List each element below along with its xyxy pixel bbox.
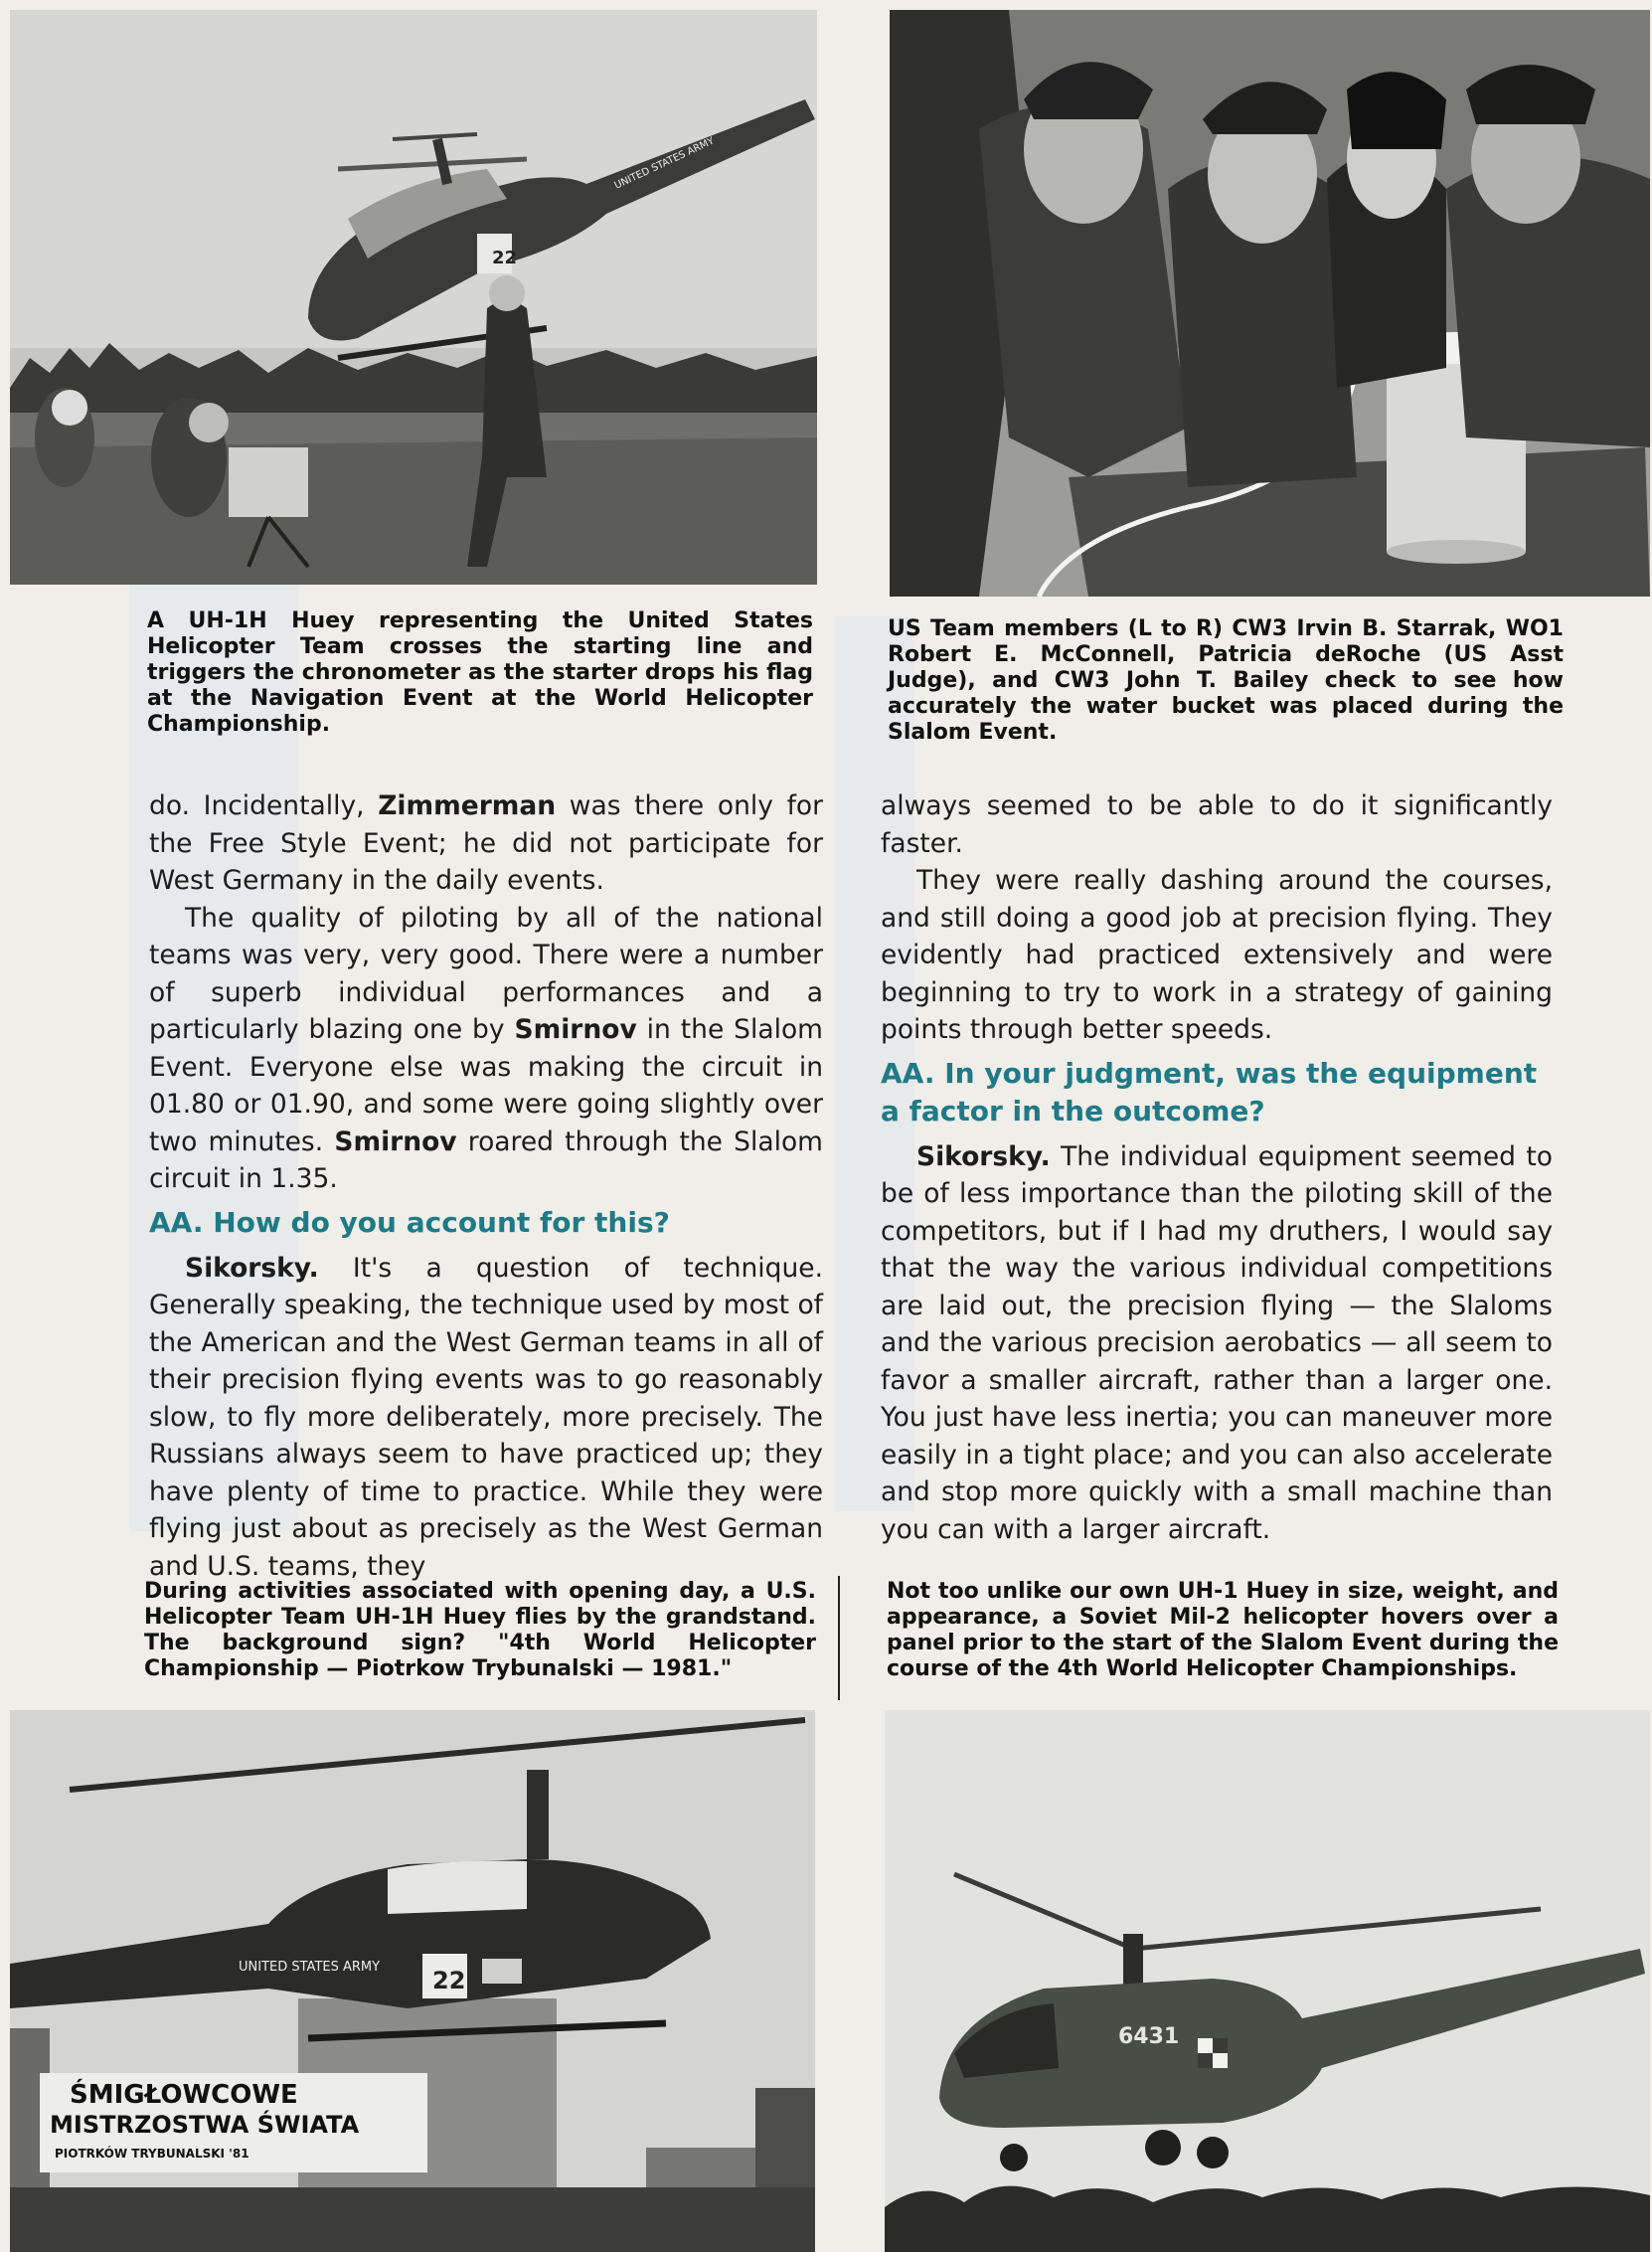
sign-line-3: PIOTRKÓW TRYBUNALSKI '81	[55, 2147, 249, 2161]
question-account-for-this: AA. How do you account for this?	[149, 1205, 670, 1239]
caption-top-left: A UH-1H Huey representing the United States Helicopter Team crosses the starting line and triggers the chronometer as the starter drops his flag at the Navigation Event at the World Helicopter Championship.	[147, 608, 813, 737]
photo-mil2-hover	[885, 1710, 1650, 2252]
photo-huey-grandstand	[10, 1710, 815, 2252]
fuselage-text-2: UNITED STATES ARMY	[239, 1960, 381, 1975]
article-column-left	[149, 787, 823, 1585]
paragraph-dashing: They were really dashing around the courses, and still doing a good job at precision flying. They evidently had practiced extensively and were beginning to try to work in a strategy of gaining points through better speeds.	[881, 865, 1553, 1045]
fuselage-number: 22	[492, 248, 518, 268]
article-column-right	[881, 787, 1553, 1548]
name-smirnov-2: Smirnov	[334, 1126, 457, 1157]
caption-divider	[838, 1576, 840, 1700]
paragraph-piloting-quality: The quality of piloting by all of the national teams was very, very good. There were a number of superb individual performances and a particularly blazing one by Smirnov in the Slalom Event. Everyone else was making the circuit in 01.80 or 01.90, and some were going slightly over two minutes. Smirnov roared through the Slalom circuit in 1.35.	[149, 902, 823, 1194]
name-zimmerman: Zimmerman	[378, 790, 557, 821]
photo-team-water-bucket	[890, 10, 1650, 597]
caption-bottom-right: Not too unlike our own UH-1 Huey in size, weight, and appearance, a Soviet Mil-2 helicopter hovers over a panel prior to the start of the Slalom Event during the course of the 4th World Helicopter Championships.	[887, 1579, 1559, 1681]
fuselage-text: UNITED STATES ARMY	[612, 135, 717, 192]
paragraph-technique: Sikorsky. It's a question of technique. Generally speaking, the technique used by most of the American and the West German teams in all of their precision flying events was to go reasonably slow, to fly more deliberately, more precisely. The Russians always seem to have practiced up; they have plenty of time to practice. While they were flying just about as precisely as the West German and U.S. teams, they	[149, 1252, 823, 1582]
fuselage-number-2: 22	[432, 1967, 466, 1994]
caption-bottom-left: During activities associated with opening day, a U.S. Helicopter Team UH-1H Huey flies by the grandstand. The background sign? "4th World Helicopter Championship — Piotrkow Trybunalski — 1981."	[144, 1579, 816, 1681]
sign-line-2: MISTRZOSTWA ŚWIATA	[50, 2111, 360, 2139]
photo-huey-start-line	[10, 10, 817, 585]
caption-top-right: US Team members (L to R) CW3 Irvin B. Starrak, WO1 Robert E. McConnell, Patricia deRoche (US Asst Judge), and CW3 John T. Bailey check to see how accurately the water bucket was placed during the Slalom Event.	[888, 616, 1564, 745]
name-smirnov: Smirnov	[514, 1014, 637, 1045]
paragraph-equipment: Sikorsky. The individual equipment seemed to be of less importance than the piloting skill of the competitors, but if I had my druthers, I would say that the way the various individual competitions are laid out, the precision flying — the Slaloms and the various precision aerobatics — all seem to favor a smaller aircraft, rather than a larger one. You just have less inertia; you can maneuver more easily in a tight place; and you can also accelerate and stop more quickly with a small machine than you can with a larger aircraft.	[881, 1140, 1553, 1545]
mil2-tail-number: 6431	[1118, 2024, 1180, 2049]
speaker-sikorsky-2: Sikorsky.	[916, 1140, 1051, 1172]
speaker-sikorsky: Sikorsky.	[185, 1252, 319, 1284]
paragraph-zimmerman: do. Incidentally, Zimmerman was there only for the Free Style Event; he did not participate for West Germany in the daily events.	[149, 790, 824, 896]
question-equipment-factor: AA. In your judgment, was the equipment a factor in the outcome?	[881, 1056, 1538, 1127]
paragraph-faster: always seemed to be able to do it significantly faster.	[881, 790, 1553, 859]
sign-line-1: ŚMIGŁOWCOWE	[70, 2080, 298, 2110]
